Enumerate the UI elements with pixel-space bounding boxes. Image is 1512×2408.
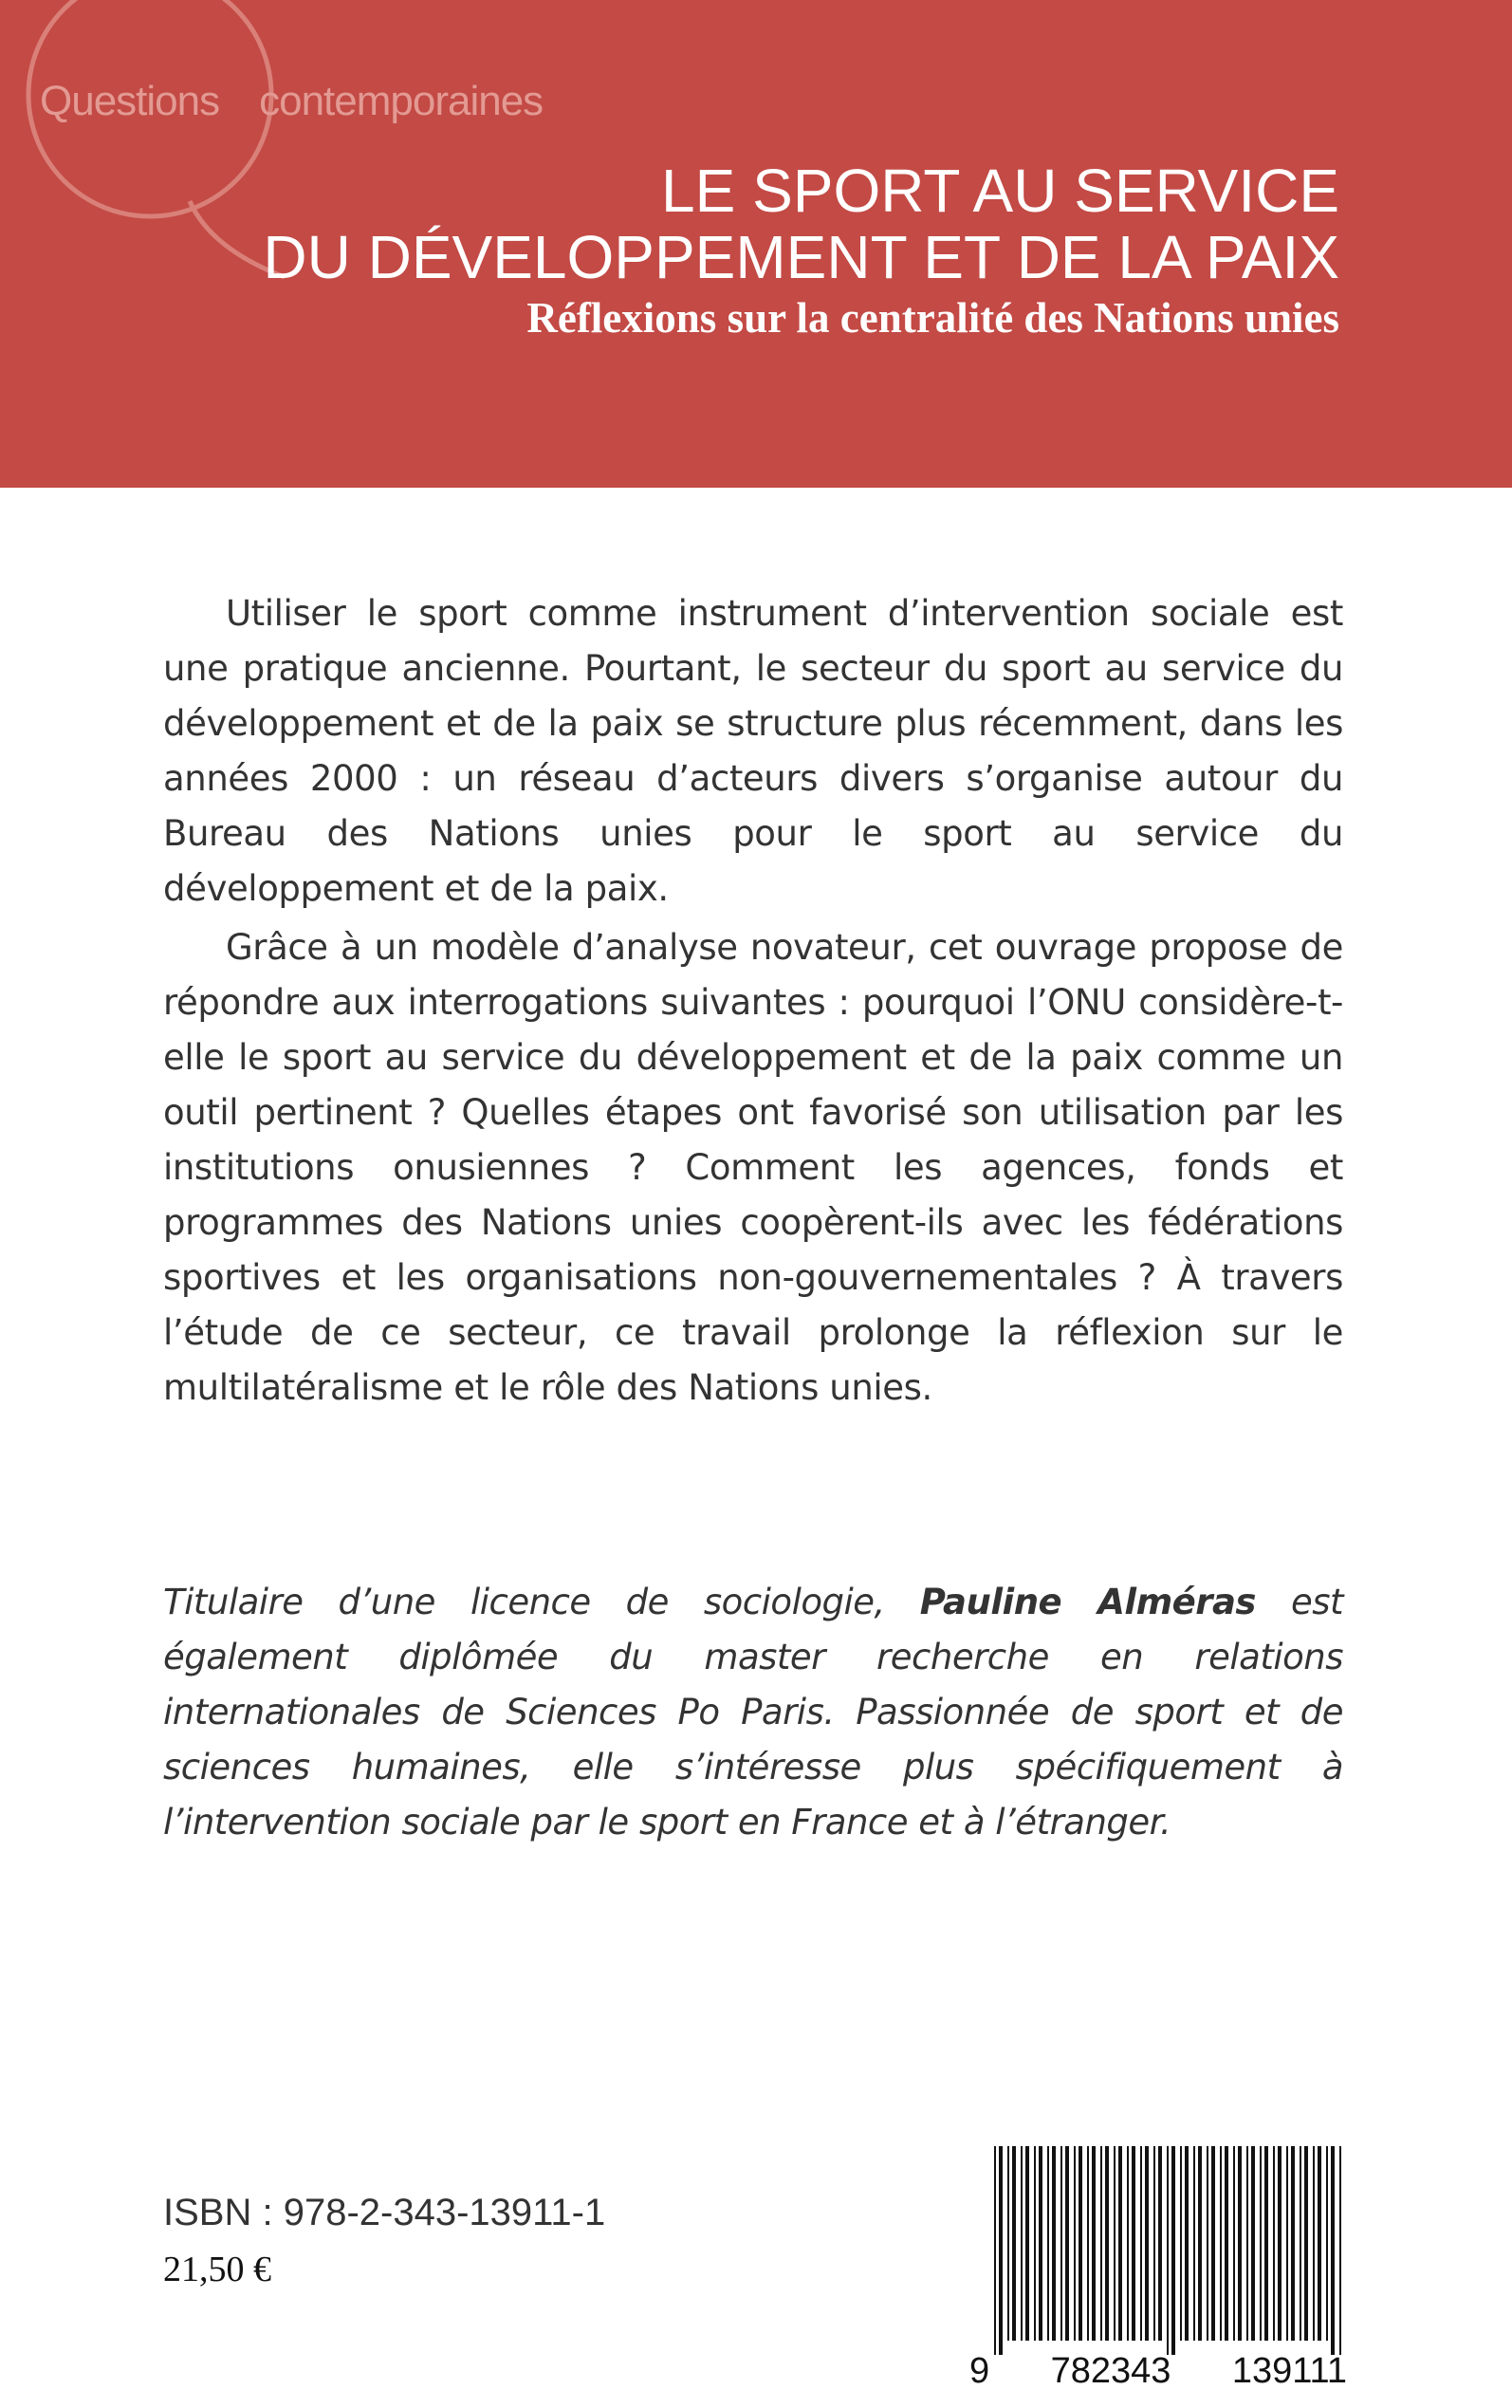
barcode-bar <box>1260 2146 1262 2341</box>
barcode-digits-group-1: 782343 <box>1050 2351 1171 2391</box>
barcode-bar <box>1047 2146 1049 2341</box>
barcode-icon <box>990 2146 1347 2355</box>
barcode-bar <box>1007 2146 1009 2341</box>
book-title-block <box>263 157 1339 343</box>
barcode-bar <box>1331 2146 1335 2355</box>
barcode-bar <box>1313 2146 1315 2341</box>
barcode-bar <box>1145 2146 1149 2341</box>
barcode-bar <box>1140 2146 1142 2341</box>
summary-paragraph-1: Utiliser le sport comme instrument d’intervention sociale est une pratique ancienne. Pourtant, le secteur du sport au service du développement et de la paix se structure plus récemment, dans les années 2000 : un réseau d’acteurs divers s’organise autour du Bureau des Nations unies pour le sport au service du développement et de la paix. <box>163 593 1343 909</box>
barcode-bar <box>1220 2146 1222 2341</box>
barcode-bar <box>1132 2146 1135 2341</box>
barcode-bar <box>1100 2146 1102 2341</box>
isbn-text: ISBN : 978-2-343-13911-1 <box>163 2192 606 2233</box>
barcode-bar <box>1264 2146 1268 2341</box>
barcode-bar <box>1233 2146 1235 2341</box>
barcode-bar <box>1087 2146 1089 2341</box>
bio-intro: Titulaire d’une licence de sociologie, <box>163 1582 920 1622</box>
bio-rest: est également diplômée du master recherche en relations internationales de Sciences Po Paris. Passionnée de sport et de sciences humaines, elle s’intéresse plus spécifiquement à l’intervention sociale par le sport en France et à l’étranger. <box>163 1582 1344 1843</box>
book-subtitle: Réflexions sur la centralité des Nations unies <box>526 294 1339 342</box>
barcode-bar <box>1339 2146 1341 2355</box>
barcode-bar <box>1246 2146 1248 2341</box>
barcode-bar <box>1171 2146 1175 2355</box>
barcode-bar <box>1251 2146 1255 2341</box>
barcode-bar <box>1034 2146 1036 2341</box>
barcode-bar <box>1021 2146 1023 2341</box>
barcode-digit-first: 9 <box>969 2351 990 2391</box>
barcode-bar <box>1074 2146 1076 2341</box>
barcode-bar <box>1286 2146 1288 2341</box>
barcode-bar <box>1127 2146 1129 2341</box>
summary-paragraph-2: Grâce à un modèle d’analyse novateur, cet ouvrage propose de répondre aux interrogations suivantes : pourquoi l’ONU considère-t-elle le sport au service du développement et de la paix comme un outil pertinent ? Quelles étapes ont favorisé son utilisation par les institutions onusiennes ? Comment les agences, fonds et programmes des Nations unies coopèrent-ils avec les fédérations sportives et les organisations non-gouvernementales ? À travers l’étude de ce secteur, ce travail prolonge la réflexion sur le multilatéralisme et le rôle des Nations unies. <box>163 927 1343 1408</box>
barcode-bar <box>1198 2146 1202 2341</box>
barcode-bar <box>1105 2146 1109 2341</box>
barcode-bar <box>1167 2146 1169 2355</box>
barcode-bar <box>994 2146 996 2355</box>
barcode-bar <box>1207 2146 1208 2341</box>
author-name: Pauline Alméras <box>919 1582 1256 1622</box>
barcode-bar <box>1012 2146 1016 2341</box>
barcode-bar <box>1326 2146 1328 2341</box>
barcode-bar <box>1273 2146 1275 2341</box>
barcode-bar <box>1079 2146 1082 2341</box>
barcode-bar <box>1304 2146 1308 2341</box>
price-text: 21,50 € <box>163 2250 271 2289</box>
barcode-bar <box>1118 2146 1122 2341</box>
barcode-bar <box>1052 2146 1056 2341</box>
barcode-digits-group-2: 139111 <box>1231 2351 1347 2391</box>
book-title-line-2: DU DÉVELOPPEMENT ET DE LA PAIX <box>263 223 1339 291</box>
book-summary <box>163 586 1343 1419</box>
barcode-bar <box>1158 2146 1162 2341</box>
barcode-bar <box>1114 2146 1116 2341</box>
barcode-bar <box>1180 2146 1182 2341</box>
author-bio <box>163 1575 1343 1850</box>
barcode-bar <box>1300 2146 1301 2341</box>
barcode-bar <box>1039 2146 1042 2341</box>
series-word-2: contemporaines <box>259 78 544 124</box>
barcode-bar <box>1238 2146 1242 2341</box>
book-title-line-1: LE SPORT AU SERVICE <box>661 157 1339 225</box>
cover-header-band <box>0 0 1512 488</box>
series-word-1: Questions <box>40 78 220 124</box>
barcode-bar <box>999 2146 1003 2355</box>
barcode-bar <box>1185 2146 1189 2341</box>
barcode-bar <box>1092 2146 1096 2341</box>
barcode-bar <box>1225 2146 1228 2341</box>
barcode-bar <box>1318 2146 1321 2341</box>
barcode-bar <box>1065 2146 1069 2341</box>
barcode-digits <box>969 2351 1347 2392</box>
series-name <box>40 78 543 125</box>
barcode-bar <box>1193 2146 1195 2341</box>
barcode-bar <box>1211 2146 1215 2341</box>
barcode-bar <box>1278 2146 1282 2341</box>
barcode-bar <box>1291 2146 1295 2341</box>
barcode-bar <box>1025 2146 1029 2341</box>
barcode-bar <box>1060 2146 1062 2341</box>
barcode-bar <box>1153 2146 1155 2341</box>
